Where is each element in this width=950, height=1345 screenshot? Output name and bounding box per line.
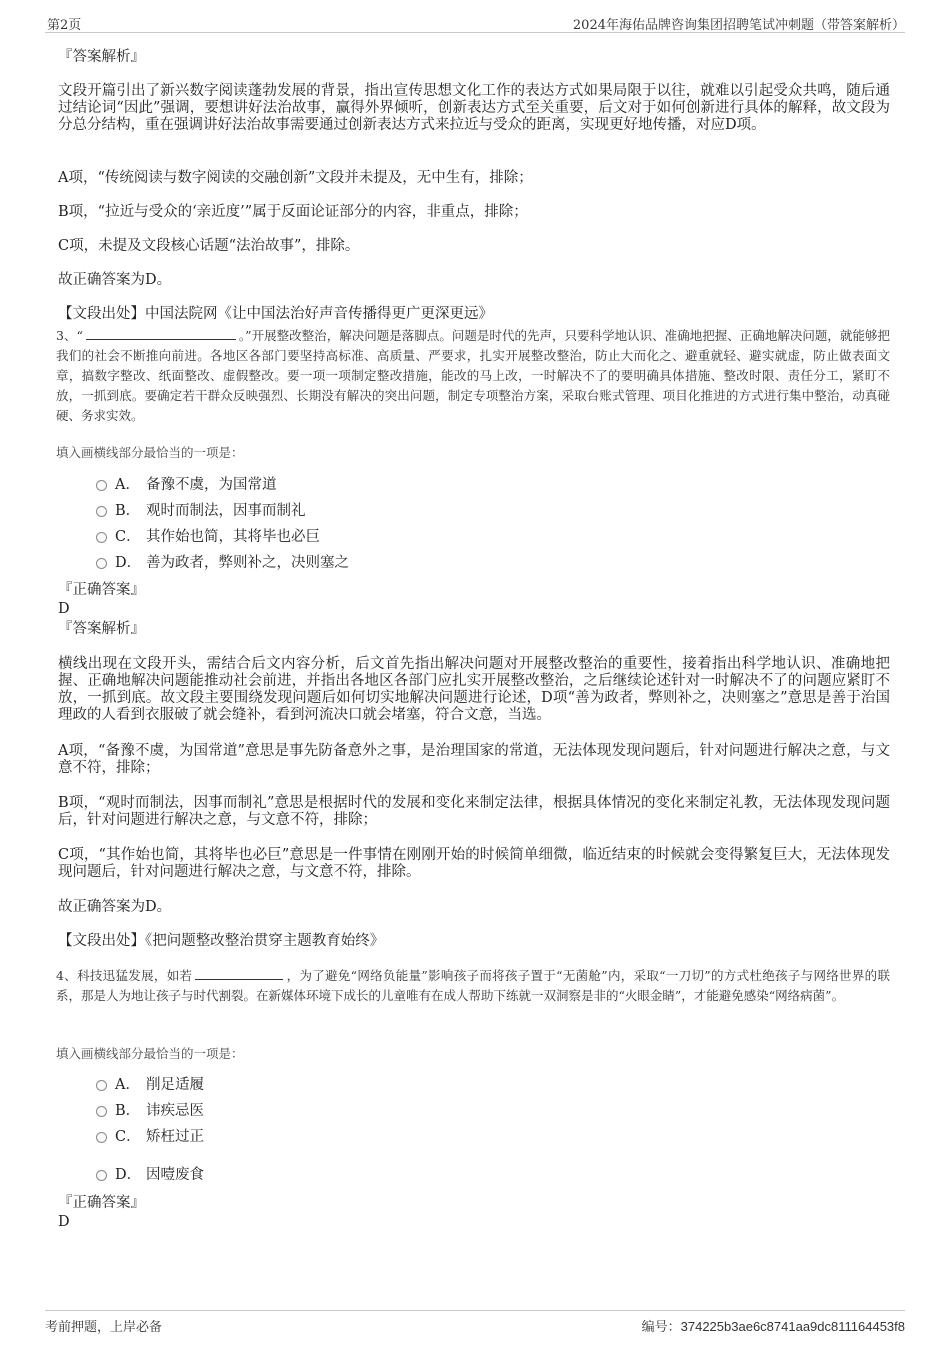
q2-exclude-a: A项，“传统阅读与数字阅读的交融创新”文段并未提及，无中生有，排除； (58, 170, 533, 186)
q3-source: 【文段出处】《把问题整改整治贯穿主题教育始终》 (58, 933, 385, 949)
option-text: 因噎废食 (146, 1167, 204, 1183)
q4-answer-label: 『正确答案』 (58, 1195, 145, 1211)
q2-exclude-c: C项，未提及文段核心话题“法治故事”，排除。 (58, 238, 360, 254)
radio-button[interactable] (96, 558, 107, 569)
document-title: 2024年海佑品牌咨询集团招聘笔试冲刺题（带答案解析） (572, 18, 905, 33)
option-label: B． (115, 503, 141, 519)
option-text: 备豫不虞，为国常道 (146, 477, 277, 493)
radio-button[interactable] (96, 532, 107, 543)
q2-analysis-label: 『答案解析』 (58, 49, 145, 65)
document-code (642, 1316, 905, 1335)
option-text: 削足适履 (146, 1077, 204, 1093)
q4-stem-text: ，为了避免“网络负能量”影响孩子而将孩子置于“无菌舱”内，采取“一刀切”的方式杜绝孩子与网络世界的联系，那是人为地让孩子与时代割裂。在新媒体环境下成长的儿童唯有在成人帮助下练就一双洞察是非的“火眼金睛”，才能避免感染“网络病菌”。 (56, 968, 890, 1003)
option-text: 其作始也简，其将毕也必巨 (146, 529, 320, 545)
radio-button[interactable] (96, 506, 107, 517)
page-number: 第2页 (47, 18, 82, 33)
q2-conclusion: 故正确答案为D。 (58, 272, 172, 288)
footer-slogan: 考前押题，上岸必备 (45, 1320, 163, 1335)
option-label: B． (115, 1103, 141, 1119)
option-label: A． (115, 477, 140, 493)
q3-stem-text: 。”开展整改整治，解决问题是落脚点。问题是时代的先声，只要科学地认识、准确地把握、正确地解决问题，就能够把我们的社会不断推向前进。各地区各部门要坚持高标准、高质量、严要求，扎实开展整改整治，防止大而化之、避重就轻、避实就虚，防止做表面文章，搞数字整改、纸面整改、虚假整改。要一项一项制定整改措施，能改的马上改，一时解决不了的要明确具体措施、整改时限、责任分工，紧盯不放，一抓到底。要确定若干群众反映强烈、长期没有解决的突出问题，制定专项整治方案，采取台账式管理、项目化推进的方式进行集中整治，动真碰硬、务求实效。 (56, 328, 890, 423)
radio-button[interactable] (96, 1106, 107, 1117)
q4-answer: D (58, 1214, 70, 1230)
radio-button[interactable] (96, 1170, 107, 1181)
q2-analysis: 文段开篇引出了新兴数字阅读蓬勃发展的背景，指出宣传思想文化工作的表达方式如果局限于以往，就难以引起受众共鸣，随后通过结论词“因此”强调，要想讲好法治故事，赢得外界倾听，创新表达方式至关重要，后文对于如何创新进行具体的解释，故文段为分总分结构，重在强调讲好法治故事需要通过创新表达方式来拉近与受众的距离，实现更好地传播，对应D项。 (58, 83, 890, 133)
page-footer (45, 1310, 905, 1337)
q3-prompt: 填入画横线部分最恰当的一项是： (56, 445, 244, 460)
q3-number: 3、“ (56, 328, 83, 343)
q3-analysis: 横线出现在文段开头，需结合后文内容分析，后文首先指出解决问题对开展整改整治的重要性，接着指出科学地认识、准确地把握、正确地解决问题能推动社会前进，并指出各地区各部门应扎实开展整改整治，之后继续论述针对一时解决不了的问题应紧盯不放，一抓到底。故文段主要围绕发现问题后如何切实地解决问题进行论述，D项“善为政者，弊则补之，决则塞之”意思是善于治国理政的人看到衣服破了就会缝补，看到河流决口就会堵塞，符合文意，当选。 (58, 656, 890, 723)
option-label: D． (115, 1167, 142, 1183)
q4-prompt: 填入画横线部分最恰当的一项是： (56, 1046, 244, 1061)
option-label: C． (115, 529, 141, 545)
code-value: 374225b3ae6c8741aa9dc811164453f8 (680, 1319, 905, 1334)
q3-blank (86, 327, 236, 340)
q4-blank (195, 967, 283, 980)
code-label: 编号： (641, 1320, 681, 1335)
q4-stem-lead: 4、科技迅猛发展，如若 (56, 968, 193, 983)
q2-exclude-b: B项，“拉近与受众的‘亲近度’”属于反面论证部分的内容，非重点，排除； (58, 204, 528, 220)
radio-button[interactable] (96, 480, 107, 491)
q3-exclude-b: B项，“观时而制法，因事而制礼”意思是根据时代的发展和变化来制定法律，根据具体情况的变化来制定礼教，无法体现发现问题后，针对问题进行解决之意，与文意不符，排除； (58, 795, 890, 828)
option-label: A． (115, 1077, 140, 1093)
option-text: 矫枉过正 (146, 1129, 204, 1145)
radio-button[interactable] (96, 1132, 107, 1143)
page-header (45, 12, 905, 33)
option-text: 善为政者，弊则补之，决则塞之 (146, 555, 349, 571)
radio-button[interactable] (96, 1080, 107, 1091)
q3-exclude-c: C项，“其作始也简，其将毕也必巨”意思是一件事情在刚刚开始的时候简单细微，临近结束的时候就会变得繁复巨大，无法体现发现问题后，针对问题进行解决之意，与文意不符，排除。 (58, 847, 890, 880)
q3-answer: D (58, 601, 70, 617)
q3-exclude-a: A项，“备豫不虞，为国常道”意思是事先防备意外之事，是治理国家的常道，无法体现发现问题后，针对问题进行解决之意，与文意不符，排除； (58, 743, 890, 776)
option-text: 讳疾忌医 (146, 1103, 204, 1119)
option-label: D． (115, 555, 142, 571)
q3-conclusion: 故正确答案为D。 (58, 899, 172, 915)
q2-source: 【文段出处】中国法院网《让中国法治好声音传播得更广更深更远》 (58, 306, 493, 322)
q3-stem (56, 326, 890, 426)
option-label: C． (115, 1129, 141, 1145)
q3-answer-label: 『正确答案』 (58, 582, 145, 598)
option-text: 观时而制法，因事而制礼 (146, 503, 306, 519)
q3-analysis-label: 『答案解析』 (58, 621, 145, 637)
q4-stem (56, 966, 890, 1006)
